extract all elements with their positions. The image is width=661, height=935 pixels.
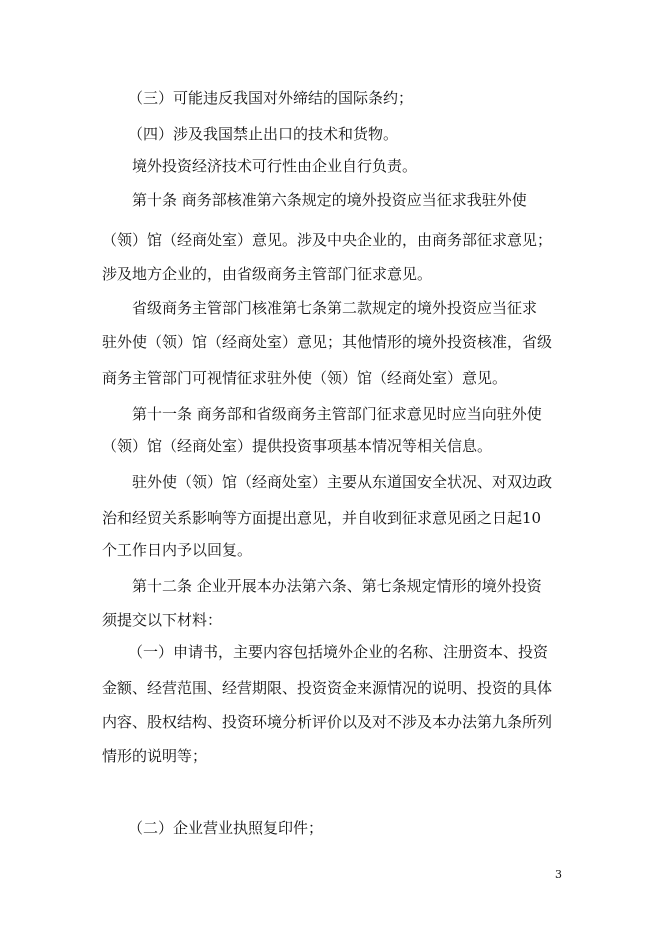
text-line-15: 第十二条 企业开展本办法第六条、第七条规定情形的境外投资	[132, 577, 542, 595]
text-line-18: 金额、经营范围、经营期限、投资资金来源情况的说明、投资的具体	[102, 679, 553, 697]
page-number: 3	[555, 868, 562, 881]
text-line-10: 第十一条 商务部和省级商务主管部门征求意见时应当向驻外使	[132, 405, 542, 423]
text-line-20: 情形的说明等；	[102, 747, 208, 765]
text-line-6: 涉及地方企业的，由省级商务主管部门征求意见。	[102, 265, 433, 283]
text-line-21: （二）企业营业执照复印件；	[128, 819, 324, 837]
text-line-16: 须提交以下材料：	[102, 611, 223, 629]
text-line-12: 驻外使（领）馆（经商处室）主要从东道国安全状况、对双边政	[132, 473, 553, 491]
text-line-1: （三）可能违反我国对外缔结的国际条约；	[128, 89, 414, 107]
text-line-17: （一）申请书，主要内容包括境外企业的名称、注册资本、投资	[128, 643, 549, 661]
text-line-2: （四）涉及我国禁止出口的技术和货物。	[128, 125, 399, 143]
text-line-4: 第十条 商务部核准第六条规定的境外投资应当征求我驻外使	[132, 191, 527, 209]
text-line-11: （领）馆（经商处室）提供投资事项基本情况等相关信息。	[102, 437, 493, 455]
text-line-19: 内容、股权结构、投资环境分析评价以及对不涉及本办法第九条所列	[102, 713, 553, 731]
text-line-9: 商务主管部门可视情征求驻外使（领）馆（经商处室）意见。	[102, 369, 508, 387]
text-line-8: 驻外使（领）馆（经商处室）意见；其他情形的境外投资核准，省级	[102, 333, 553, 351]
text-line-3: 境外投资经济技术可行性由企业自行负责。	[132, 157, 418, 175]
text-line-7: 省级商务主管部门核准第七条第二款规定的境外投资应当征求	[132, 299, 538, 317]
text-line-5: （领）馆（经商处室）意见。涉及中央企业的，由商务部征求意见；	[102, 231, 553, 249]
text-line-13: 治和经贸关系影响等方面提出意见，并自收到征求意见函之日起10	[102, 509, 542, 527]
text-line-14: 个工作日内予以回复。	[102, 541, 253, 559]
